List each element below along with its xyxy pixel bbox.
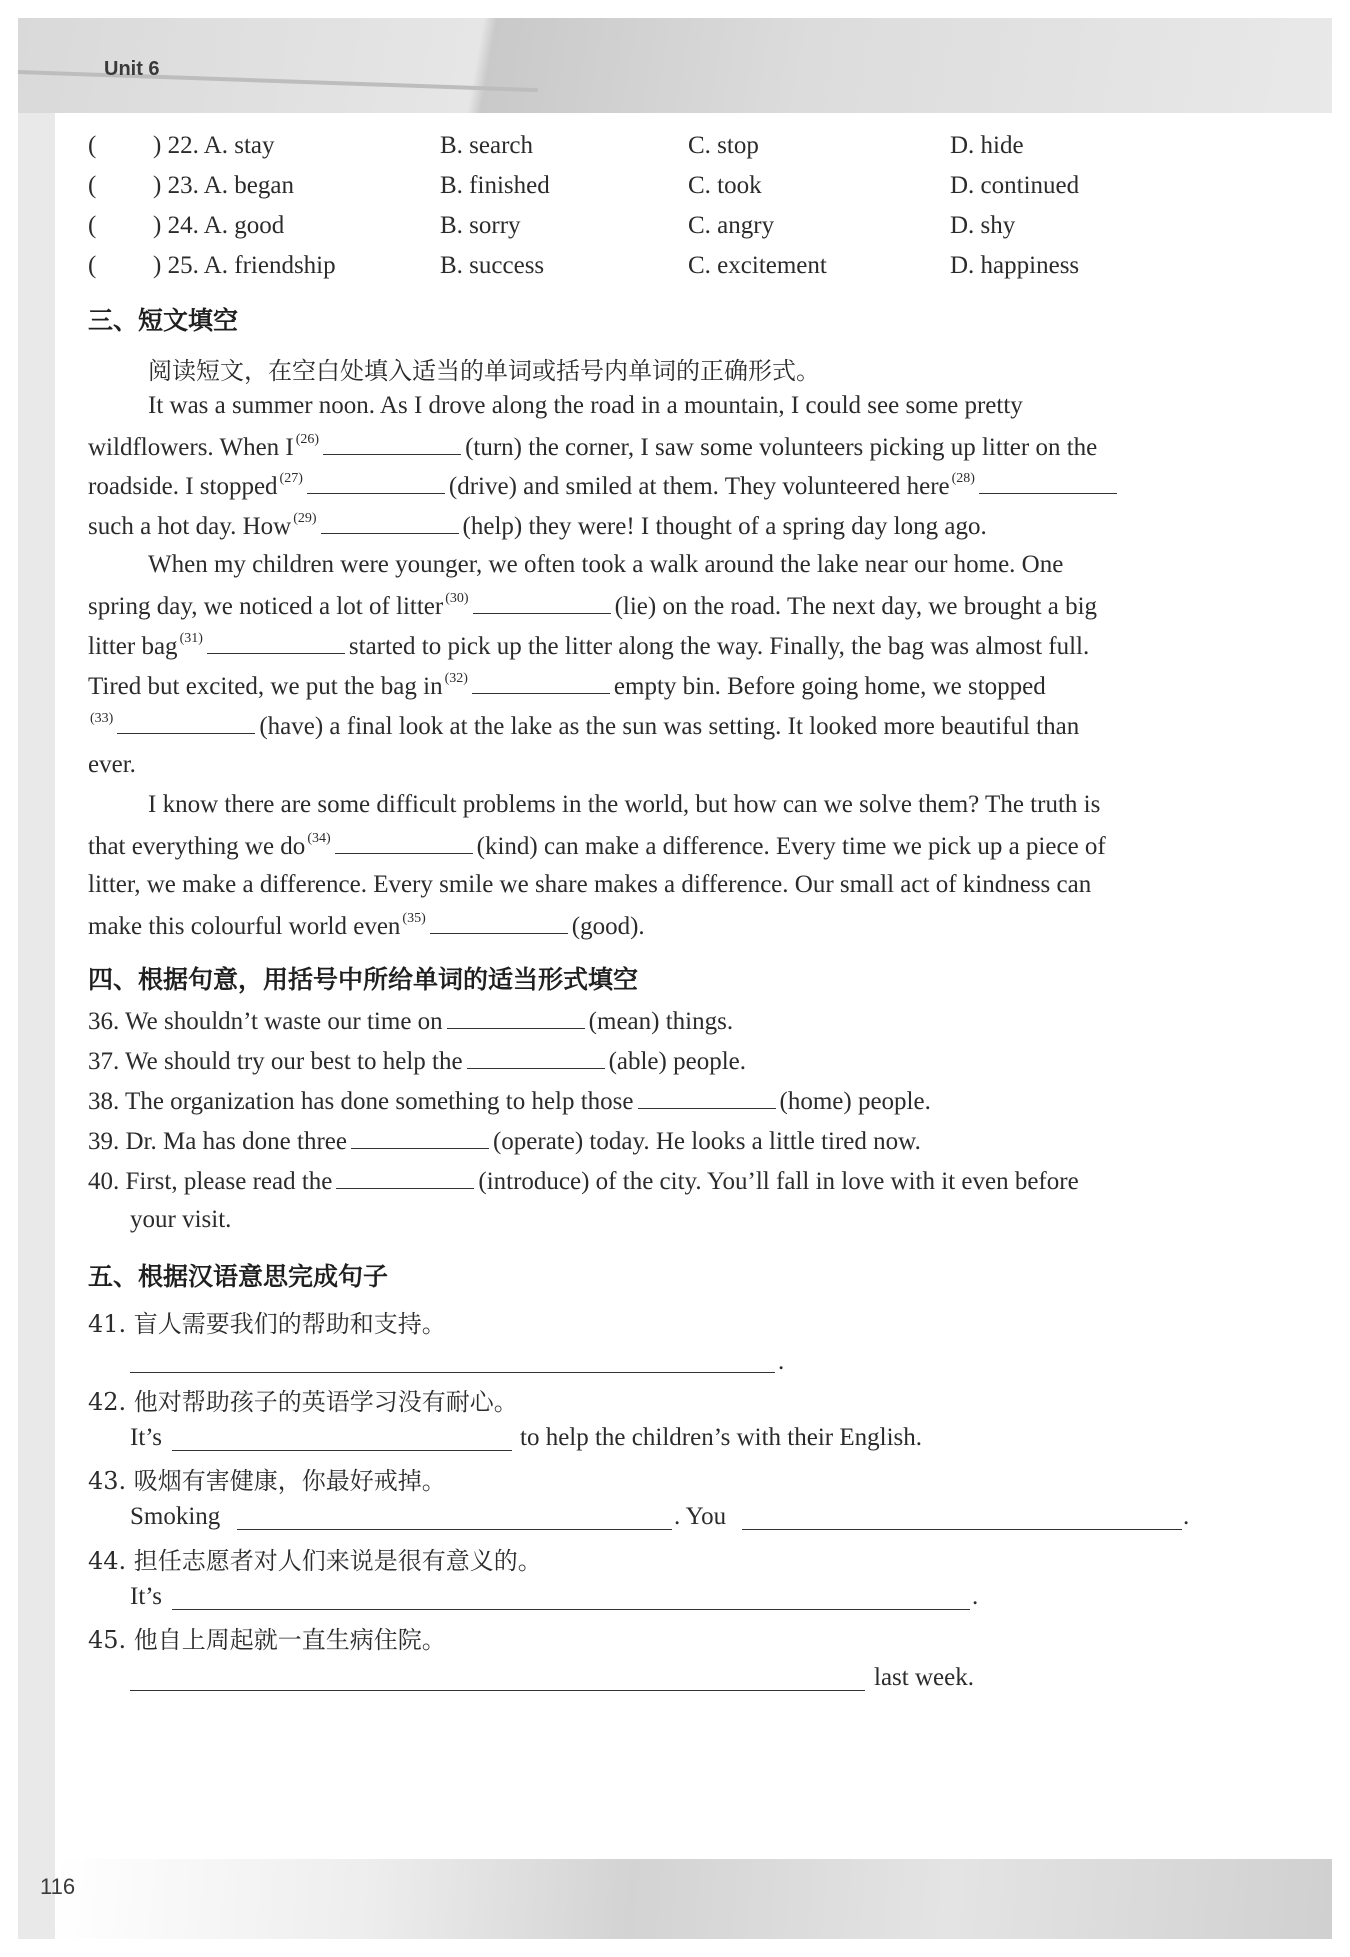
text: 40. First, please read the — [88, 1168, 333, 1195]
option-a: ) 23. A. began — [153, 172, 294, 199]
question-41: 41. 盲人需要我们的帮助和支持。 — [88, 1310, 446, 1338]
text: (help) they were! I thought of a spring day long ago. — [462, 513, 987, 540]
answer-paren[interactable]: ( — [88, 252, 97, 279]
blank-33[interactable] — [117, 711, 255, 734]
text: (lie) on the road. The next day, we brought a big — [614, 593, 1098, 620]
question-36 — [88, 1006, 733, 1036]
passage-line — [88, 591, 1097, 621]
answer-line-45[interactable] — [130, 1690, 865, 1691]
passage-line — [88, 471, 1121, 501]
passage-line — [88, 831, 1106, 861]
option-b: B. search — [440, 132, 534, 159]
answer-paren[interactable]: ( — [88, 132, 97, 159]
option-c: C. took — [688, 172, 762, 199]
blank-27[interactable] — [307, 471, 445, 494]
prompt-text: last week. — [874, 1664, 974, 1691]
text: (able) people. — [608, 1048, 746, 1075]
question-42: 42. 他对帮助孩子的英语学习没有耐心。 — [88, 1388, 518, 1416]
passage-line — [88, 432, 1097, 462]
answer-paren[interactable]: ( — [88, 212, 97, 239]
prompt-text: . You — [674, 1503, 727, 1530]
passage-line: ever. — [88, 751, 136, 778]
blank-37[interactable] — [467, 1046, 605, 1069]
text: litter bag — [88, 633, 178, 660]
text: 36. We shouldn’t waste our time on — [88, 1008, 443, 1035]
blank-number-29: (29) — [293, 511, 317, 526]
section-3-instruction: 阅读短文，在空白处填入适当的单词或括号内单词的正确形式。 — [148, 357, 820, 385]
blank-30[interactable] — [473, 591, 611, 614]
blank-number-35: (35) — [402, 911, 426, 926]
answer-line-44[interactable] — [172, 1609, 970, 1610]
blank-number-28: (28) — [951, 471, 975, 486]
blank-number-33: (33) — [90, 711, 114, 726]
question-38 — [88, 1086, 931, 1116]
prompt-text: to help the children’s with their English. — [520, 1424, 923, 1451]
passage-line — [88, 911, 645, 941]
section-4-title: 四、根据句意，用括号中所给单词的适当形式填空 — [88, 965, 639, 994]
question-45: 45. 他自上周起就一直生病住院。 — [88, 1626, 446, 1654]
text: started to pick up the litter along the way. Finally, the bag was almost full. — [348, 633, 1090, 660]
passage-line: litter, we make a difference. Every smile we share makes a difference. Our small act of kindness can — [88, 871, 1092, 898]
blank-40[interactable] — [336, 1166, 474, 1189]
answer-line-43b[interactable] — [742, 1529, 1182, 1530]
passage-line: It was a summer noon. As I drove along the road in a mountain, I could see some pretty — [148, 392, 1023, 419]
option-c: C. stop — [688, 132, 759, 159]
blank-39[interactable] — [351, 1126, 489, 1149]
page-number: 116 — [40, 1874, 76, 1899]
period: . — [972, 1583, 979, 1610]
text: (operate) today. He looks a little tired now. — [492, 1128, 921, 1155]
text: 37. We should try our best to help the — [88, 1048, 463, 1075]
text: (home) people. — [779, 1088, 931, 1115]
blank-34[interactable] — [335, 831, 473, 854]
option-a: ) 24. A. good — [153, 212, 285, 239]
blank-31[interactable] — [207, 631, 345, 654]
question-40-continued: your visit. — [130, 1206, 232, 1233]
blank-number-26: (26) — [295, 432, 320, 447]
answer-line-42[interactable] — [172, 1450, 512, 1451]
question-40 — [88, 1166, 1079, 1196]
text: (turn) the corner, I saw some volunteers picking up litter on the — [465, 434, 1098, 461]
text: wildflowers. When I — [88, 434, 294, 461]
text: (kind) can make a difference. Every time we pick up a piece of — [476, 833, 1106, 860]
answer-paren[interactable]: ( — [88, 172, 97, 199]
question-43: 43. 吸烟有害健康，你最好戒掉。 — [88, 1467, 446, 1495]
option-d: D. hide — [950, 132, 1024, 159]
answer-line-41[interactable] — [130, 1372, 775, 1373]
blank-number-34: (34) — [307, 831, 331, 846]
blank-number-32: (32) — [444, 671, 468, 686]
blank-26[interactable] — [323, 432, 461, 455]
header-band — [18, 18, 1332, 113]
answer-line-43a[interactable] — [237, 1529, 672, 1530]
passage-line: I know there are some difficult problems in the world, but how can we solve them? The truth is — [148, 791, 1101, 818]
text: (introduce) of the city. You’ll fall in love with it even before — [478, 1168, 1079, 1195]
text: that everything we do — [88, 833, 306, 860]
text: 39. Dr. Ma has done three — [88, 1128, 347, 1155]
passage-line — [88, 711, 1079, 741]
blank-number-31: (31) — [179, 631, 203, 646]
period: . — [778, 1348, 785, 1375]
text: 38. The organization has done something to help those — [88, 1088, 634, 1115]
blank-28[interactable] — [979, 471, 1117, 494]
question-44: 44. 担任志愿者对人们来说是很有意义的。 — [88, 1547, 542, 1575]
blank-number-30: (30) — [445, 591, 469, 606]
section-5-title: 五、根据汉语意思完成句子 — [88, 1262, 389, 1291]
passage-line — [88, 511, 987, 541]
blank-number-27: (27) — [279, 471, 303, 486]
prompt-text: It’s — [130, 1424, 162, 1451]
option-b: B. success — [440, 252, 545, 279]
passage-line — [88, 671, 1046, 701]
unit-label: Unit 6 — [104, 58, 160, 80]
text: (good). — [571, 913, 645, 940]
period: . — [1183, 1503, 1190, 1530]
section-3-title: 三、短文填空 — [88, 306, 239, 335]
text: make this colourful world even — [88, 913, 401, 940]
blank-36[interactable] — [447, 1006, 585, 1029]
option-c: C. angry — [688, 212, 775, 239]
text: empty bin. Before going home, we stopped — [613, 673, 1046, 700]
text: roadside. I stopped — [88, 473, 278, 500]
text: Tired but excited, we put the bag in — [88, 673, 443, 700]
option-b: B. finished — [440, 172, 550, 199]
option-a: ) 22. A. stay — [153, 132, 275, 159]
footer-band — [55, 1859, 1332, 1939]
passage-line — [88, 631, 1089, 661]
option-d: D. happiness — [950, 252, 1080, 279]
blank-38[interactable] — [638, 1086, 776, 1109]
text: (drive) and smiled at them. They volunteered here — [448, 473, 950, 500]
text: (have) a final look at the lake as the sun was setting. It looked more beautiful than — [259, 713, 1080, 740]
question-39 — [88, 1126, 921, 1156]
option-a: ) 25. A. friendship — [153, 252, 336, 279]
option-c: C. excitement — [688, 252, 827, 279]
passage-line: When my children were younger, we often took a walk around the lake near our home. One — [148, 551, 1064, 578]
blank-32[interactable] — [472, 671, 610, 694]
text: (mean) things. — [588, 1008, 734, 1035]
blank-35[interactable] — [430, 911, 568, 934]
blank-29[interactable] — [321, 511, 459, 534]
option-d: D. shy — [950, 212, 1016, 239]
prompt-text: Smoking — [130, 1503, 221, 1530]
text: such a hot day. How — [88, 513, 292, 540]
text: spring day, we noticed a lot of litter — [88, 593, 444, 620]
option-b: B. sorry — [440, 212, 521, 239]
prompt-text: It’s — [130, 1583, 162, 1610]
question-37 — [88, 1046, 746, 1076]
option-d: D. continued — [950, 172, 1080, 199]
